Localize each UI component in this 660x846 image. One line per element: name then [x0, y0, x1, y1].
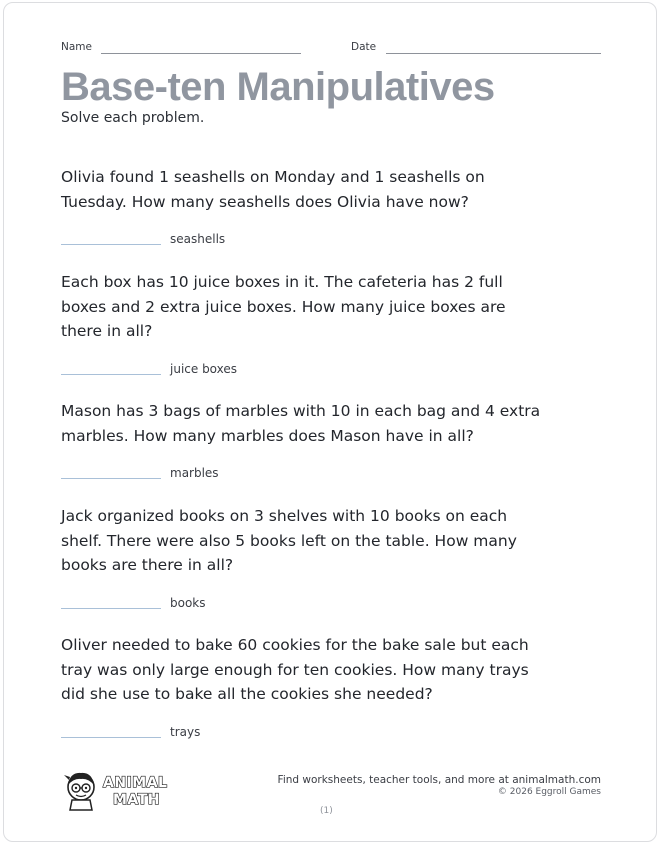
svg-text:ANIMAL: ANIMAL [103, 775, 168, 791]
page-subtitle: Solve each problem. [61, 110, 205, 126]
answer-row [61, 594, 546, 614]
svg-text:MATH: MATH [113, 792, 160, 808]
answer-unit: seashells [170, 232, 226, 246]
answer-row [61, 723, 546, 743]
date-field[interactable] [386, 53, 601, 54]
answer-unit: juice boxes [170, 361, 238, 376]
answer-row [61, 464, 546, 484]
page-title: Base-ten Manipulatives [61, 65, 495, 109]
name-field[interactable] [101, 53, 301, 54]
name-label: Name [61, 41, 92, 53]
footer-text [278, 774, 601, 797]
answer-blank[interactable] [61, 478, 161, 479]
problem-question: Oliver needed to bake 60 cookies for the bake sale but each tray was only large enough for ten cookies. How many trays did she use to bake all the cookies she needed? [61, 636, 529, 703]
answer-blank[interactable] [61, 737, 161, 738]
problem-question: Olivia found 1 seashells on Monday and 1 seashells on Tuesday. How many seashells does Olivia have now? [61, 168, 485, 211]
page-number: (1) [320, 806, 333, 816]
answer-row [61, 360, 546, 380]
footer-copyright: © 2026 Eggroll Games [497, 787, 601, 797]
problem-1 [61, 165, 546, 250]
answer-unit: marbles [170, 466, 219, 480]
answer-unit: books [170, 595, 206, 610]
name-date-row [61, 41, 601, 57]
animal-math-logo [61, 766, 173, 812]
date-label: Date [351, 41, 377, 53]
problem-3 [61, 399, 546, 484]
problem-5 [61, 633, 546, 743]
footer-tagline: Find worksheets, teacher tools, and more at animalmath.com [277, 774, 601, 786]
problem-question: Mason has 3 bags of marbles with 10 in each bag and 4 extra marbles. How many marbles does Mason have in all? [61, 402, 541, 445]
animal-math-logo-icon [61, 766, 173, 812]
answer-unit: trays [170, 724, 201, 739]
answer-blank[interactable] [61, 244, 161, 245]
answer-blank[interactable] [61, 374, 161, 375]
answer-blank[interactable] [61, 608, 161, 609]
problem-2 [61, 270, 546, 380]
worksheet-page [3, 2, 657, 842]
problem-question: Jack organized books on 3 shelves with 10 books on each shelf. There were also 5 books left on the table. How many books are there in all? [61, 507, 517, 574]
problem-4 [61, 504, 546, 614]
problem-question: Each box has 10 juice boxes in it. The cafeteria has 2 full boxes and 2 extra juice boxes. How many juice boxes are there in all? [61, 273, 506, 340]
answer-row [61, 230, 546, 250]
